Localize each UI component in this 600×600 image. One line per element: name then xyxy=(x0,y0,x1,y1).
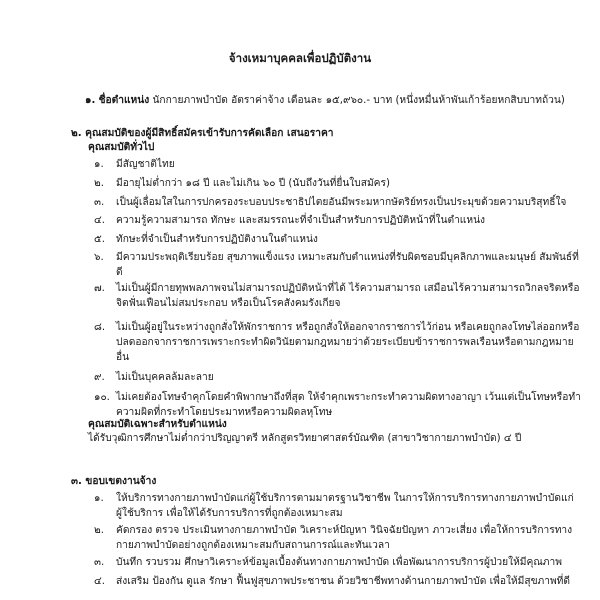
list-item-number: ๑. xyxy=(94,159,104,170)
list-item-number: ๖. xyxy=(94,252,104,263)
list-item-text: ไม่เป็นผู้มีกายทุพพลภาพจนไม่สามารถปฏิบัติหน้าที่ได้ ไร้ความสามารถ เสมือนไร้ความสามารถวิกลจริตหรือ xyxy=(116,283,580,294)
list-item-number: ๘. xyxy=(94,322,106,333)
list-item-text: ความรู้ความสามารถ ทักษะ และสมรรถนะที่จำเป็นสำหรับการปฏิบัติหน้าที่ในตำแหน่ง xyxy=(116,215,486,226)
list-item-text: ผู้ใช้บริการ เพื่อให้ได้รับการบริการที่ถูกต้องเหมาะสม xyxy=(116,508,343,519)
list-item-text: เป็นผู้เลื่อมใสในการปกครองระบอบประชาธิปไตยอันมีพระมหากษัตริย์ทรงเป็นประมุขด้วยความบริสุทธิ์ใจ xyxy=(116,197,567,208)
list-item-text: บันทึก รวบรวม ศึกษาวิเคราะห์ข้อมูลเบื้องต้นทางกายภาพบำบัด เพื่อพัฒนาการบริการผู้ป่วยให้มีคุณภาพ xyxy=(116,557,562,568)
specific-qualifications-text: ได้รับวุฒิการศึกษาไม่ต่ำกว่าปริญญาตรี หลักสูตรวิทยาศาสตร์บัณฑิต (สาขาวิชากายภาพบำบัด) ๔ ปี xyxy=(88,433,522,444)
section-1-heading: ชื่อตำแหน่ง xyxy=(98,95,150,106)
list-item-text: ให้บริการทางกายภาพบำบัดแก่ผู้ใช้บริการตามมาตรฐานวิชาชีพ ในการให้การบริการทางกายภาพบำบัดแก่ xyxy=(116,493,574,504)
list-item-text: ทักษะที่จำเป็นสำหรับการปฏิบัติงานในตำแหน่ง xyxy=(116,234,318,245)
list-item-text: ไม่เคยต้องโทษจำคุกโดยคำพิพากษาถึงที่สุด ให้จำคุกเพราะกระทำความผิดทางอาญา เว้นแต่เป็นโทษหรือทำ xyxy=(116,392,581,403)
list-item-text: อื่น xyxy=(116,352,130,363)
section-3-row xyxy=(71,475,156,488)
document-title: จ้างเหมาบุคคลเพื่อปฏิบัติงาน xyxy=(228,51,372,65)
list-item-text: จิตฟั่นเฟือนไม่สมประกอบ หรือเป็นโรคสังคมรังเกียจ xyxy=(116,298,341,309)
list-item-number: ๔. xyxy=(94,576,105,587)
list-item-number: ๑๐. xyxy=(94,392,110,403)
section-2-number: ๒. xyxy=(71,128,82,139)
list-item-text: ไม่เป็นผู้อยู่ในระหว่างถูกสั่งให้พักราชการ หรือถูกสั่งให้ออกจากราชการไว้ก่อน หรือเคยถูกลงโทษไล่ออกหรือ xyxy=(116,322,580,333)
section-1-row xyxy=(85,94,565,107)
general-qualifications-heading: คุณสมบัติทั่วไป xyxy=(88,142,155,153)
list-item-text: มีสัญชาติไทย xyxy=(116,159,175,170)
section-1-text: นักกายภาพบำบัด อัตราค่าจ้าง เดือนละ ๑๕,๙๖๐.- บาท (หนึ่งหมื่นห้าพันเก้าร้อยหกสิบบาทถ้วน) xyxy=(152,95,565,106)
list-item-text: ส่งเสริม ป้องกัน ดูแล รักษา ฟื้นฟูสุขภาพประชาชน ด้วยวิชาชีพทางด้านกายภาพบำบัด เพื่อให้มีสุขภาพที่ดี xyxy=(116,576,571,587)
list-item-number: ๗. xyxy=(94,283,105,294)
list-item-number: ๓. xyxy=(94,197,105,208)
section-3-number: ๓. xyxy=(71,476,82,487)
list-item-number: ๒. xyxy=(94,178,104,189)
section-2-row xyxy=(71,127,334,140)
list-item-number: ๒. xyxy=(94,525,104,536)
list-item-number: ๔. xyxy=(94,215,105,226)
section-1-number: ๑. xyxy=(85,95,96,106)
list-item-number: ๓. xyxy=(94,557,105,568)
list-item-text: มีอายุไม่ต่ำกว่า ๑๘ ปี และไม่เกิน ๖๐ ปี (นับถึงวันที่ยื่นใบสมัคร) xyxy=(116,178,390,189)
list-item-text: มีความประพฤติเรียบร้อย สุขภาพแข็งแรง เหมาะสมกับตำแหน่งที่รับผิดชอบมีบุคลิกภาพและมนุษย์ สัมพันธ์ที่ xyxy=(116,252,579,263)
list-item-number: ๑. xyxy=(94,493,104,504)
section-2-heading: คุณสมบัติของผู้มีสิทธิ์สมัครเข้ารับการคัดเลือก เสนอราคา xyxy=(85,128,334,139)
list-item-text: ความผิดที่กระทำโดยประมาทหรือความผิดลหุโทษ xyxy=(116,407,333,418)
list-item-text: คัดกรอง ตรวจ ประเมินทางกายภาพบำบัด วิเคราะห์ปัญหา วินิจฉัยปัญหา ภาวะเสี่ยง เพื่อให้การบริการทาง xyxy=(116,525,573,536)
specific-qualifications-heading: คุณสมบัติเฉพาะสำหรับตำแหน่ง xyxy=(88,419,227,430)
list-item-number: ๙. xyxy=(94,372,105,383)
section-3-heading: ขอบเขตงานจ้าง xyxy=(85,476,157,487)
list-item-text: ปลดออกจากราชการเพราะกระทำผิดวินัยตามกฎหมายว่าด้วยระเบียบข้าราชการพลเรือนหรือตามกฎหมาย xyxy=(116,337,574,348)
list-item-number: ๕. xyxy=(94,234,105,245)
list-item-text: กายภาพบำบัดอย่างถูกต้องเหมาะสมกับสถานการณ์และทันเวลา xyxy=(116,540,390,551)
list-item-text: ดี xyxy=(116,267,123,278)
list-item-text: ไม่เป็นบุคคลล้มละลาย xyxy=(116,372,214,383)
